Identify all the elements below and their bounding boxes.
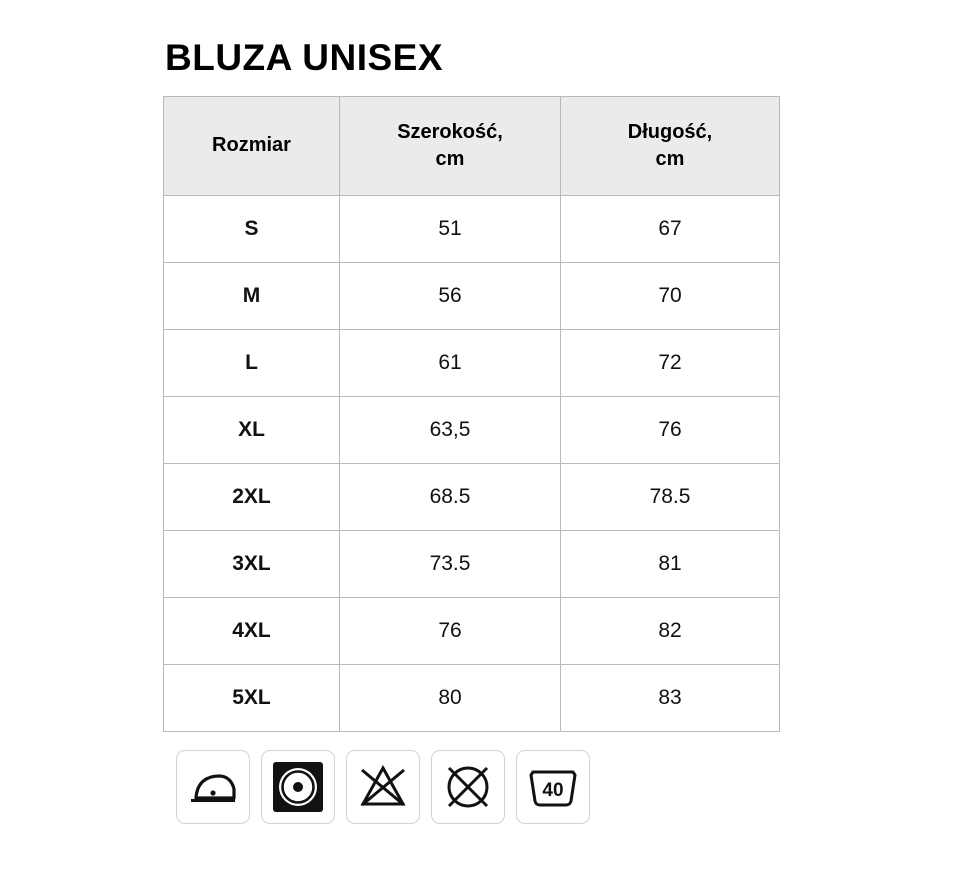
- cell-size: M: [164, 262, 340, 329]
- table-row: [164, 530, 780, 597]
- table-row: [164, 329, 780, 396]
- cell-width: 73.5: [340, 530, 561, 597]
- column-header-width-line2: cm: [435, 147, 465, 170]
- table-header-row: [164, 96, 780, 195]
- do-not-dry-clean-icon: [431, 750, 505, 824]
- column-header-width: [340, 96, 561, 195]
- cell-width: 56: [340, 262, 561, 329]
- tumble-dry-normal-icon: [261, 750, 335, 824]
- table-header: [164, 96, 780, 195]
- cell-length: 76: [561, 396, 780, 463]
- iron-low-temperature-icon: [176, 750, 250, 824]
- cell-length: 78.5: [561, 463, 780, 530]
- cell-size: 3XL: [164, 530, 340, 597]
- table-row: [164, 463, 780, 530]
- cell-width: 68.5: [340, 463, 561, 530]
- wash-temperature-label: 40: [542, 779, 564, 801]
- cell-width: 51: [340, 195, 561, 262]
- cell-width: 76: [340, 597, 561, 664]
- do-not-bleach-icon: [346, 750, 420, 824]
- cell-size: 4XL: [164, 597, 340, 664]
- table-row: [164, 195, 780, 262]
- column-header-size: Rozmiar: [164, 96, 340, 195]
- column-header-width-line1: Szerokość,: [397, 120, 503, 143]
- cell-length: 70: [561, 262, 780, 329]
- cell-length: 72: [561, 329, 780, 396]
- column-header-length-line1: Długość,: [627, 120, 713, 143]
- page-title: BLUZA UNISEX: [165, 37, 444, 78]
- cell-length: 82: [561, 597, 780, 664]
- cell-length: 83: [561, 664, 780, 731]
- table-row: [164, 262, 780, 329]
- size-table: [163, 96, 780, 732]
- cell-size: S: [164, 195, 340, 262]
- cell-width: 63,5: [340, 396, 561, 463]
- cell-size: L: [164, 329, 340, 396]
- cell-length: 67: [561, 195, 780, 262]
- cell-width: 61: [340, 329, 561, 396]
- table-row: [164, 396, 780, 463]
- cell-size: 5XL: [164, 664, 340, 731]
- cell-width: 80: [340, 664, 561, 731]
- column-header-length: [561, 96, 780, 195]
- cell-size: XL: [164, 396, 340, 463]
- cell-size: 2XL: [164, 463, 340, 530]
- table-body: [164, 195, 780, 731]
- care-symbols: [176, 750, 783, 824]
- cell-length: 81: [561, 530, 780, 597]
- table-row: [164, 597, 780, 664]
- size-chart-page: [163, 38, 783, 824]
- table-row: [164, 664, 780, 731]
- column-header-length-line2: cm: [655, 147, 685, 170]
- wash-40-degrees-icon: [516, 750, 590, 824]
